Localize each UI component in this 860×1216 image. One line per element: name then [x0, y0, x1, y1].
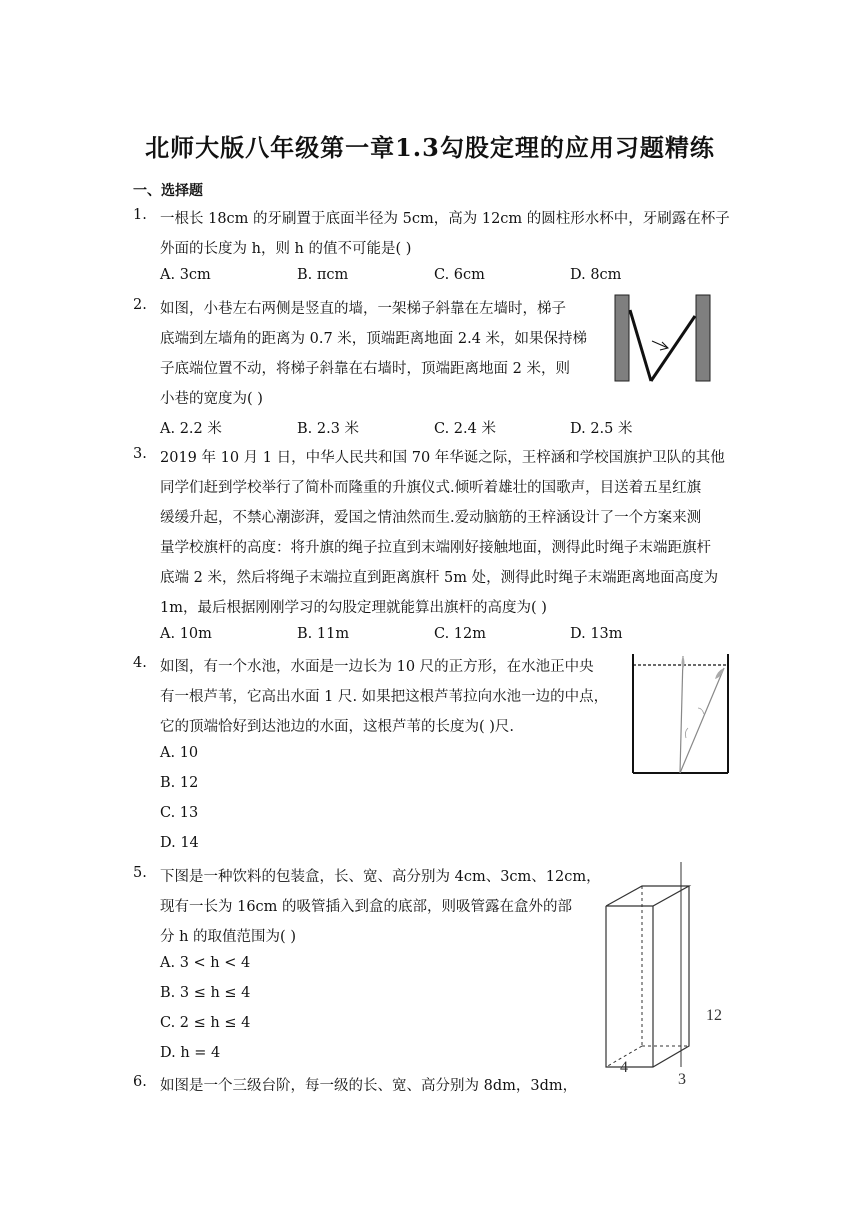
box-width-label: 3 — [678, 1071, 686, 1088]
section-heading: 一、选择题 — [133, 183, 203, 199]
q2-line-4: 小巷的宽度为( ) — [160, 391, 263, 407]
q6-line-1: 如图是一个三级台阶，每一级的长、宽、高分别为 8dm，3dm， — [160, 1078, 578, 1094]
box-height-label: 12 — [706, 1007, 722, 1024]
q1-option-c: C. 6cm — [434, 267, 485, 283]
q4-line-3: 它的顶端恰好到达池边的水面，这根芦苇的长度为( )尺. — [160, 719, 515, 735]
page-title: 北师大版八年级第一章1.3勾股定理的应用习题精练 — [145, 133, 715, 162]
q5-option-a: A. 3 < h < 4 — [160, 955, 251, 971]
q3-line-3: 缓缓升起，不禁心潮澎湃，爱国之情油然而生.爱动脑筋的王梓涵设计了一个方案来测 — [160, 510, 702, 526]
q4-option-b: B. 12 — [160, 775, 199, 791]
q3-line-6: 1m，最后根据刚刚学习的勾股定理就能算出旗杆的高度为( ) — [160, 600, 547, 616]
q2-option-c: C. 2.4 米 — [434, 421, 496, 437]
q3-option-d: D. 13m — [570, 626, 623, 642]
q1-line-2: 外面的长度为 h，则 h 的值不可能是( ) — [160, 241, 412, 257]
q1-line-1: 一根长 18cm 的牙刷置于底面半径为 5cm，高为 12cm 的圆柱形水杯中，牙刷露在杯子 — [160, 211, 730, 227]
q2-option-a: A. 2.2 米 — [160, 421, 222, 437]
q2-option-d: D. 2.5 米 — [570, 421, 633, 437]
q4-line-2: 有一根芦苇，它高出水面 1 尺. 如果把这根芦苇拉向水池一边的中点， — [160, 689, 609, 705]
q1-option-d: D. 8cm — [570, 267, 622, 283]
q6-number: 6. — [133, 1074, 147, 1090]
q5-line-3: 分 h 的取值范围为( ) — [160, 929, 296, 945]
q2-option-b: B. 2.3 米 — [297, 421, 360, 437]
q4-number: 4. — [133, 655, 147, 671]
q2-line-1: 如图，小巷左右两侧是竖直的墙，一架梯子斜靠在左墙时，梯子 — [160, 301, 566, 317]
q2-number: 2. — [133, 297, 147, 313]
q3-line-2: 同学们赶到学校举行了简朴而隆重的升旗仪式.倾听着雄壮的国歌声，目送着五星红旗 — [160, 480, 702, 496]
q5-line-1: 下图是一种饮料的包装盒，长、宽、高分别为 4cm、3cm、12cm， — [160, 869, 601, 885]
q3-line-5: 底端 2 米，然后将绳子末端拉直到距离旗杆 5m 处，测得此时绳子末端距离地面高度为 — [160, 570, 719, 586]
q5-number: 5. — [133, 865, 147, 881]
q2-line-2: 底端到左墙角的距离为 0.7 米，顶端距离地面 2.4 米，如果保持梯 — [160, 331, 588, 347]
q4-option-a: A. 10 — [160, 745, 199, 761]
q5-option-b: B. 3 ≤ h ≤ 4 — [160, 985, 251, 1001]
q5-option-d: D. h = 4 — [160, 1045, 221, 1061]
q3-option-b: B. 11m — [297, 626, 350, 642]
q1-number: 1. — [133, 207, 147, 223]
q1-option-a: A. 3cm — [160, 267, 211, 283]
q5-option-c: C. 2 ≤ h ≤ 4 — [160, 1015, 251, 1031]
q4-line-1: 如图，有一个水池，水面是一边长为 10 尺的正方形，在水池正中央 — [160, 659, 594, 675]
q5-line-2: 现有一长为 16cm 的吸管插入到盒的底部，则吸管露在盒外的部 — [160, 899, 573, 915]
q4-option-d: D. 14 — [160, 835, 199, 851]
q2-line-3: 子底端位置不动，将梯子斜靠在右墙时，顶端距离地面 2 米，则 — [160, 361, 570, 377]
reed-pool-figure — [628, 648, 733, 778]
box-straw-figure — [598, 862, 738, 1092]
q3-number: 3. — [133, 446, 147, 462]
q3-line-4: 量学校旗杆的高度：将升旗的绳子拉直到末端刚好接触地面，测得此时绳子末端距旗杆 — [160, 540, 711, 556]
ladder-alley-figure — [610, 292, 715, 384]
q3-option-a: A. 10m — [160, 626, 212, 642]
q3-line-1: 2019 年 10 月 1 日，中华人民共和国 70 年华诞之际，王梓涵和学校国旗护卫队的其他 — [160, 450, 725, 466]
q3-option-c: C. 12m — [434, 626, 486, 642]
q1-option-b: B. πcm — [297, 267, 349, 283]
q4-option-c: C. 13 — [160, 805, 199, 821]
box-length-label: 4 — [620, 1059, 628, 1076]
